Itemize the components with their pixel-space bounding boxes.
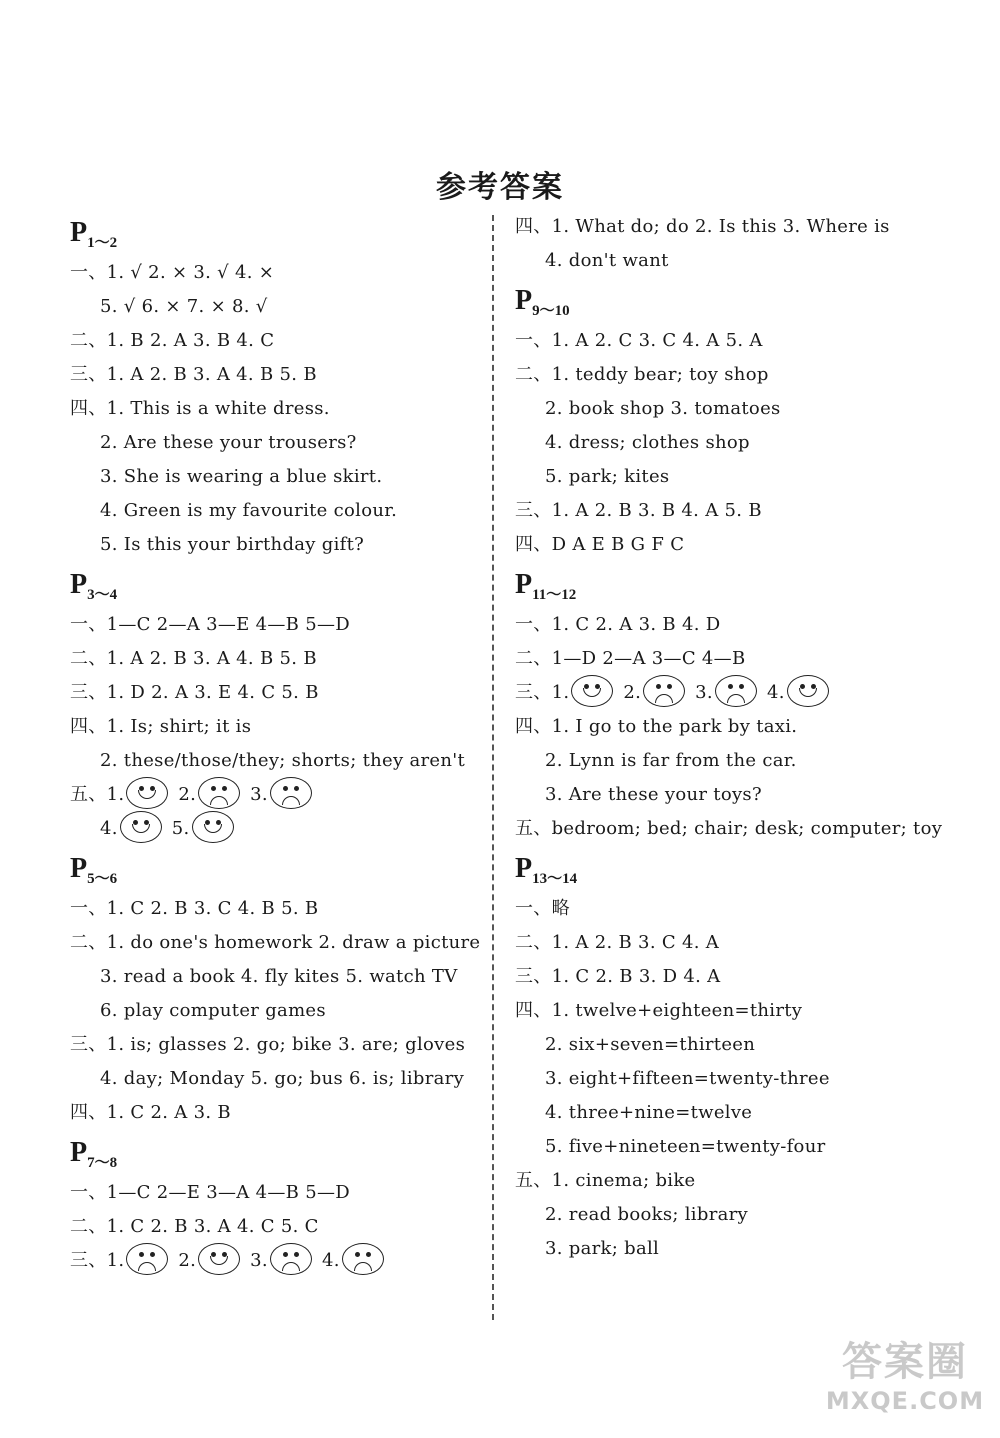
watermark-text: 答案圈 (842, 1339, 968, 1385)
answer-line: 2. these/those/they; shorts; they aren't (100, 750, 466, 771)
section-heading-letter: P (70, 1137, 88, 1168)
face-label: 4. (321, 1250, 340, 1271)
answer-line: 二、1. teddy bear; toy shop (515, 364, 769, 385)
answer-line: 3. Are these your toys? (545, 784, 762, 805)
sad-face-icon (342, 1243, 384, 1275)
answer-line: 五、bedroom; bed; chair; desk; computer; toy (515, 818, 943, 839)
section-heading-letter: P (515, 853, 533, 884)
section-heading (515, 278, 935, 324)
answer-line: 4. don't want (545, 250, 669, 271)
face-label: 3. (250, 1250, 268, 1271)
answer-line: 一、1. C 2. B 3. C 4. B 5. B (70, 898, 319, 919)
answer-line: 一、略 (515, 898, 570, 919)
answer-section (70, 562, 480, 846)
answer-line: 2. read books; library (545, 1204, 749, 1225)
answer-line: 5. √ 6. × 7. × 8. √ (100, 296, 268, 317)
section-heading-pages: 13～14 (532, 871, 578, 887)
answer-line: 4. dress; clothes shop (545, 432, 750, 453)
face-label: 5. (171, 818, 190, 839)
page-title: 参考答案 (436, 170, 564, 205)
section-heading-letter: P (70, 853, 88, 884)
face-label: 五、1. (70, 784, 125, 805)
section-heading-letter: P (515, 569, 533, 600)
section-heading (70, 210, 480, 256)
section-heading-pages: 1～2 (87, 235, 118, 251)
face-label: 3. (250, 784, 268, 805)
answer-section (515, 846, 935, 1266)
answer-line: 四、1. What do; do 2. Is this 3. Where is (515, 216, 890, 237)
answer-line: 一、1—C 2—E 3—A 4—B 5—D (70, 1182, 351, 1203)
answer-line: 三、1. A 2. B 3. B 4. A 5. B (515, 500, 762, 521)
section-heading (515, 846, 935, 892)
answer-line: 三、1. D 2. A 3. E 4. C 5. B (70, 682, 319, 703)
smiley-face-icon (192, 811, 234, 843)
answer-line: 四、1. twelve+eighteen=thirty (515, 1000, 803, 1021)
section-heading (515, 562, 935, 608)
column-divider (492, 215, 494, 1320)
answer-line: 四、1. I go to the park by taxi. (515, 716, 798, 737)
answer-line: 一、1. A 2. C 3. C 4. A 5. A (515, 330, 763, 351)
answer-line: 2. Lynn is far from the car. (545, 750, 797, 771)
section-heading-pages: 9～10 (532, 303, 570, 319)
answer-line: 5. Is this your birthday gift? (100, 534, 365, 555)
answer-line: 三、1. is; glasses 2. go; bike 3. are; gloves (70, 1034, 466, 1055)
answer-line: 2. Are these your trousers? (100, 432, 357, 453)
face-label: 4. (766, 682, 785, 703)
face-label: 4. (100, 818, 118, 839)
watermark-logo (820, 1330, 990, 1430)
answer-line: 四、1. This is a white dress. (70, 398, 330, 419)
answer-line: 一、1. √ 2. × 3. √ 4. × (70, 262, 275, 283)
sad-face-icon (643, 675, 685, 707)
sad-face-icon (270, 777, 312, 809)
answer-line: 四、1. C 2. A 3. B (70, 1102, 231, 1123)
answer-line: 四、1. Is; shirt; it is (70, 716, 252, 737)
answer-line (515, 676, 935, 710)
section-heading-pages: 3～4 (87, 587, 118, 603)
answer-line (70, 778, 480, 812)
answer-line: 四、D A E B G F C (515, 534, 685, 555)
face-label: 三、1. (515, 682, 570, 703)
answer-line (70, 1244, 480, 1278)
answer-line: 二、1. C 2. B 3. A 4. C 5. C (70, 1216, 319, 1237)
answer-line: 3. read a book 4. fly kites 5. watch TV (100, 966, 458, 987)
answer-line: 2. book shop 3. tomatoes (545, 398, 781, 419)
face-label: 2. (178, 784, 197, 805)
answer-section (515, 562, 943, 846)
answer-line: 4. day; Monday 5. go; bus 6. is; library (100, 1068, 465, 1089)
smiley-face-icon (787, 675, 829, 707)
answer-line (70, 812, 480, 846)
sad-face-icon (715, 675, 757, 707)
answer-line: 二、1. do one's homework 2. draw a picture (70, 932, 481, 953)
watermark-url: MXQE.COM (825, 1387, 985, 1415)
smiley-face-icon (126, 777, 168, 809)
answer-line: 三、1. A 2. B 3. A 4. B 5. B (70, 364, 317, 385)
left-column (70, 210, 480, 1278)
section-heading-letter: P (515, 285, 533, 316)
right-column (515, 210, 943, 1266)
face-label: 2. (623, 682, 642, 703)
section-heading-letter: P (70, 569, 88, 600)
section-heading-pages: 7～8 (87, 1155, 118, 1171)
answer-line: 3. eight+fifteen=twenty-three (545, 1068, 830, 1089)
answer-line: 一、1. C 2. A 3. B 4. D (515, 614, 721, 635)
answer-line: 3. She is wearing a blue skirt. (100, 466, 383, 487)
sad-face-icon (198, 777, 240, 809)
answer-line: 二、1. B 2. A 3. B 4. C (70, 330, 275, 351)
answer-line: 4. three+nine=twelve (545, 1102, 753, 1123)
face-label: 三、1. (70, 1250, 125, 1271)
answer-line: 二、1—D 2—A 3—C 4—B (515, 648, 746, 669)
answer-section (70, 846, 480, 1130)
answer-line: 6. play computer games (100, 1000, 326, 1021)
answer-line: 五、1. cinema; bike (515, 1170, 696, 1191)
answer-line: 二、1. A 2. B 3. C 4. A (515, 932, 720, 953)
answer-line: 3. park; ball (545, 1238, 660, 1259)
smiley-face-icon (571, 675, 613, 707)
answer-line: 5. park; kites (545, 466, 670, 487)
section-heading (70, 846, 480, 892)
sad-face-icon (126, 1243, 168, 1275)
answer-section (515, 278, 935, 562)
answer-section (70, 1130, 480, 1278)
answer-line: 一、1—C 2—A 3—E 4—B 5—D (70, 614, 351, 635)
answer-line: 二、1. A 2. B 3. A 4. B 5. B (70, 648, 317, 669)
section-heading-pages: 5～6 (87, 871, 118, 887)
sad-face-icon (270, 1243, 312, 1275)
answer-section (515, 210, 935, 278)
answer-line: 5. five+nineteen=twenty-four (545, 1136, 826, 1157)
section-heading-pages: 11～12 (532, 587, 577, 603)
smiley-face-icon (120, 811, 162, 843)
answer-line: 4. Green is my favourite colour. (100, 500, 398, 521)
face-label: 2. (178, 1250, 197, 1271)
answer-section (70, 210, 480, 562)
face-label: 3. (695, 682, 713, 703)
answer-line: 三、1. C 2. B 3. D 4. A (515, 966, 721, 987)
answer-line: 2. six+seven=thirteen (545, 1034, 756, 1055)
section-heading (70, 562, 480, 608)
smiley-face-icon (198, 1243, 240, 1275)
section-heading (70, 1130, 480, 1176)
section-heading-letter: P (70, 217, 88, 248)
